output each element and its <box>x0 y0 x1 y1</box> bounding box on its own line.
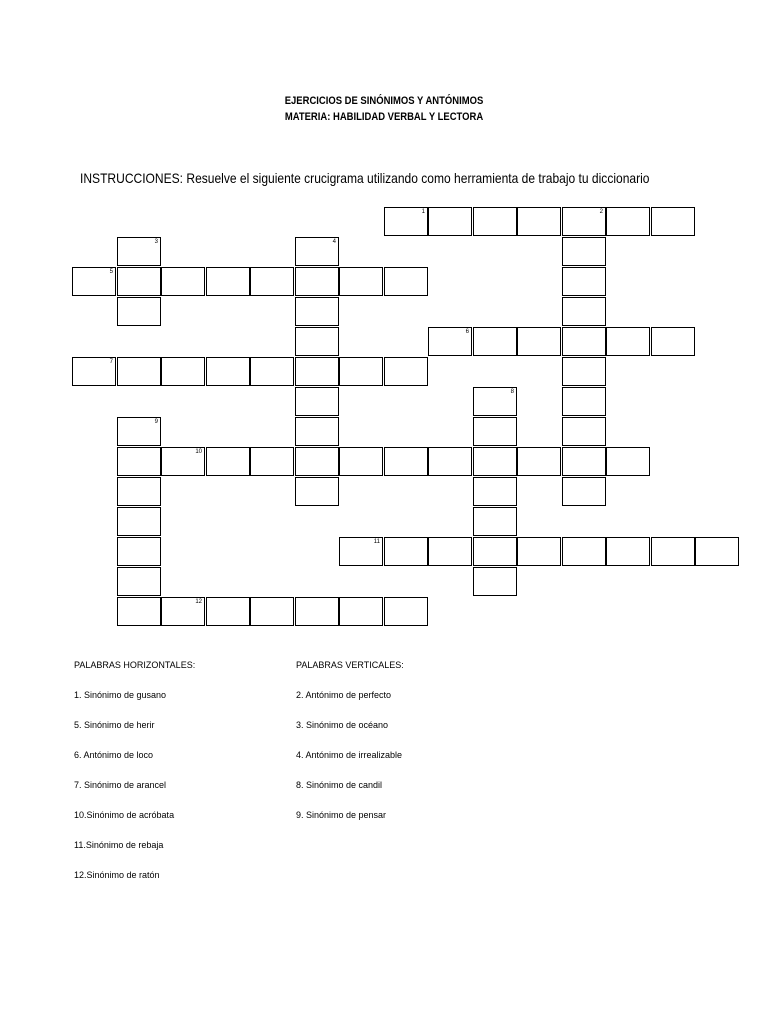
crossword-cell[interactable] <box>339 267 383 296</box>
crossword-cell[interactable] <box>473 507 517 536</box>
crossword-cell[interactable] <box>695 537 739 566</box>
crossword-cell[interactable] <box>562 267 606 296</box>
crossword-cell[interactable] <box>473 387 517 416</box>
crossword-cell[interactable] <box>339 537 383 566</box>
crossword-cell[interactable] <box>295 357 339 386</box>
crossword-cell[interactable] <box>562 357 606 386</box>
clue-number: 5 <box>109 269 113 275</box>
crossword-cell[interactable] <box>384 537 428 566</box>
crossword-cell[interactable] <box>117 477 161 506</box>
crossword-cell[interactable] <box>428 327 472 356</box>
crossword-cell[interactable] <box>428 537 472 566</box>
clue-number: 3 <box>154 239 158 245</box>
crossword-cell[interactable] <box>339 357 383 386</box>
crossword-cell[interactable] <box>117 237 161 266</box>
crossword-cell[interactable] <box>651 207 695 236</box>
crossword-cell[interactable] <box>562 537 606 566</box>
crossword-cell[interactable] <box>250 597 294 626</box>
crossword-cell[interactable] <box>250 447 294 476</box>
crossword-cell[interactable] <box>206 267 250 296</box>
crossword-cell[interactable] <box>117 447 161 476</box>
crossword-cell[interactable] <box>117 267 161 296</box>
crossword-cell[interactable] <box>473 207 517 236</box>
clue-number: 10 <box>195 449 202 455</box>
crossword-cell[interactable] <box>651 327 695 356</box>
crossword-cell[interactable] <box>384 357 428 386</box>
crossword-cell[interactable] <box>517 537 561 566</box>
crossword-cell[interactable] <box>562 207 606 236</box>
clue-horizontal-1: 1. Sinónimo de gusano <box>74 690 167 700</box>
crossword-cell[interactable] <box>562 477 606 506</box>
crossword-cell[interactable] <box>72 357 116 386</box>
clue-horizontal-11: 11.Sinónimo de rebaja <box>74 840 164 850</box>
clue-number: 9 <box>154 419 158 425</box>
crossword-cell[interactable] <box>473 567 517 596</box>
crossword-cell[interactable] <box>117 597 161 626</box>
clue-horizontal-10: 10.Sinónimo de acróbata <box>74 810 175 820</box>
crossword-cell[interactable] <box>473 537 517 566</box>
crossword-cell[interactable] <box>206 357 250 386</box>
crossword-cell[interactable] <box>117 567 161 596</box>
crossword-cell[interactable] <box>295 237 339 266</box>
crossword-cell[interactable] <box>117 357 161 386</box>
clue-vertical-4: 4. Antónimo de irrealizable <box>296 750 403 760</box>
crossword-cell[interactable] <box>339 597 383 626</box>
crossword-cell[interactable] <box>295 267 339 296</box>
clue-horizontal-6: 6. Antónimo de loco <box>74 750 154 760</box>
crossword-cell[interactable] <box>473 447 517 476</box>
crossword-cell[interactable] <box>606 447 650 476</box>
crossword-cell[interactable] <box>384 267 428 296</box>
clue-number: 6 <box>465 329 469 335</box>
crossword-cell[interactable] <box>562 447 606 476</box>
crossword-cell[interactable] <box>161 267 205 296</box>
clue-number: 8 <box>510 389 514 395</box>
crossword-cell[interactable] <box>384 447 428 476</box>
crossword-cell[interactable] <box>428 207 472 236</box>
crossword-cell[interactable] <box>295 387 339 416</box>
clue-horizontal-7: 7. Sinónimo de arancel <box>74 780 167 790</box>
crossword-cell[interactable] <box>117 417 161 446</box>
crossword-cell[interactable] <box>295 327 339 356</box>
crossword-cell[interactable] <box>562 327 606 356</box>
clue-horizontal-12: 12.Sinónimo de ratón <box>74 870 160 880</box>
crossword-cell[interactable] <box>517 327 561 356</box>
crossword-cell[interactable] <box>473 327 517 356</box>
clue-number: 1 <box>421 209 425 215</box>
crossword-cell[interactable] <box>473 477 517 506</box>
subject-line: MATERIA: HABILIDAD VERBAL Y LECTORA <box>284 111 484 123</box>
crossword-cell[interactable] <box>562 387 606 416</box>
crossword-cell[interactable] <box>562 297 606 326</box>
crossword-cell[interactable] <box>250 267 294 296</box>
crossword-cell[interactable] <box>606 327 650 356</box>
crossword-cell[interactable] <box>428 447 472 476</box>
clue-number: 12 <box>195 599 202 605</box>
crossword-cell[interactable] <box>562 237 606 266</box>
clue-vertical-8: 8. Sinónimo de candil <box>296 780 383 790</box>
clue-horizontal-5: 5. Sinónimo de herir <box>74 720 155 730</box>
clue-vertical-3: 3. Sinónimo de océano <box>296 720 389 730</box>
crossword-cell[interactable] <box>206 447 250 476</box>
crossword-cell[interactable] <box>161 447 205 476</box>
crossword-cell[interactable] <box>295 297 339 326</box>
crossword-cell[interactable] <box>72 267 116 296</box>
crossword-cell[interactable] <box>339 447 383 476</box>
crossword-cell[interactable] <box>606 537 650 566</box>
crossword-cell[interactable] <box>117 537 161 566</box>
crossword-cell[interactable] <box>295 417 339 446</box>
crossword-cell[interactable] <box>517 207 561 236</box>
clue-vertical-2: 2. Antónimo de perfecto <box>296 690 392 700</box>
crossword-cell[interactable] <box>161 597 205 626</box>
instructions-text: Resuelve el siguiente crucigrama utilizando como herramienta de trabajo tu diccionario <box>186 170 650 186</box>
vertical-heading: PALABRAS VERTICALES: <box>296 660 404 670</box>
instructions-label: INSTRUCCIONES: <box>80 170 184 186</box>
crossword-cell[interactable] <box>161 357 205 386</box>
crossword-cell[interactable] <box>295 597 339 626</box>
crossword-cell[interactable] <box>562 417 606 446</box>
crossword-cell[interactable] <box>517 447 561 476</box>
clue-number: 7 <box>109 359 113 365</box>
crossword-cell[interactable] <box>606 207 650 236</box>
crossword-cell[interactable] <box>384 597 428 626</box>
clue-number: 11 <box>373 539 380 545</box>
crossword-cell[interactable] <box>651 537 695 566</box>
crossword-cell[interactable] <box>117 297 161 326</box>
crossword-cell[interactable] <box>384 207 428 236</box>
crossword-cell[interactable] <box>250 357 294 386</box>
clue-vertical-9: 9. Sinónimo de pensar <box>296 810 387 820</box>
crossword-cell[interactable] <box>295 447 339 476</box>
crossword-cell[interactable] <box>117 507 161 536</box>
clue-number: 2 <box>599 209 603 215</box>
crossword-cell[interactable] <box>295 477 339 506</box>
crossword-cell[interactable] <box>206 597 250 626</box>
horizontal-heading: PALABRAS HORIZONTALES: <box>74 660 196 670</box>
document-title: EJERCICIOS DE SINÓNIMOS Y ANTÓNIMOS <box>284 95 484 107</box>
clue-number: 4 <box>332 239 336 245</box>
crossword-cell[interactable] <box>473 417 517 446</box>
